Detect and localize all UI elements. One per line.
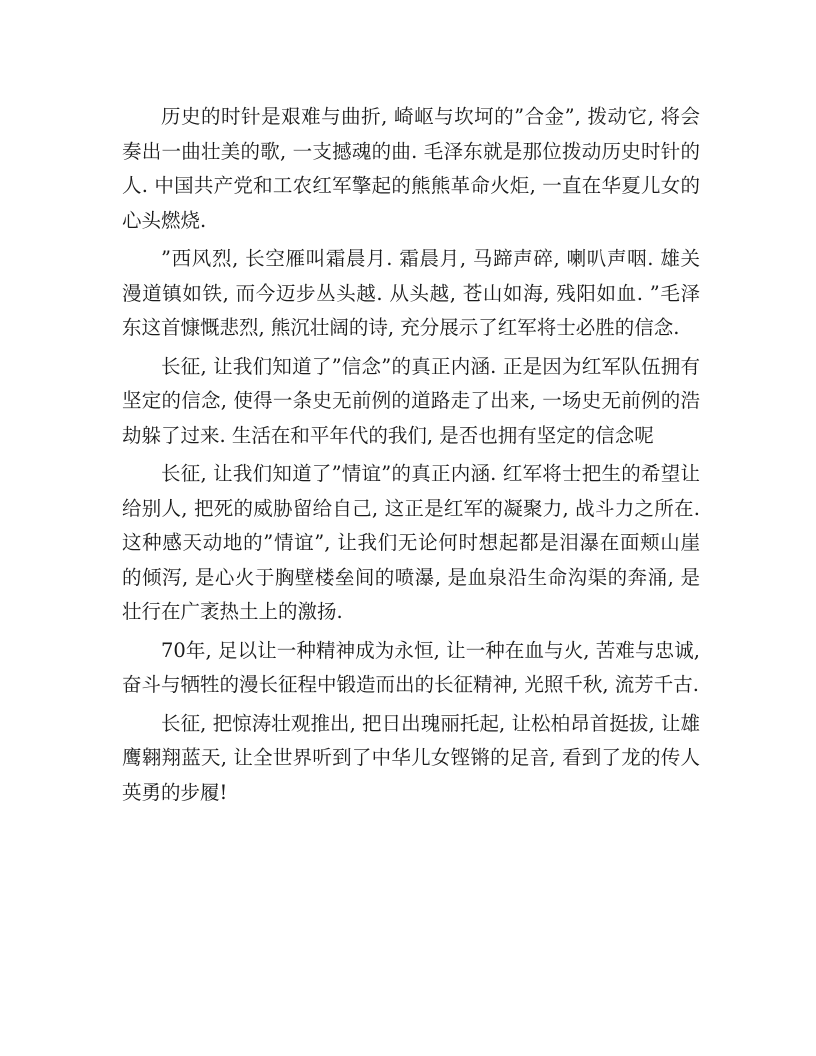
document-body (122, 100, 700, 814)
paragraph-history-clock: 历史的时针是艰难与曲折, 崎岖与坎坷的”合金”, 拨动它, 将会奏出一曲壮美的歌, 一支撼魂的曲. 毛泽东就是那位拨动历史时针的人. 中国共产党和工农红军擎起的熊熊革命火炬, 一直在华夏儿女的心头燃烧. (122, 105, 700, 232)
paragraph-poem-quote: ”西风烈, 长空雁叫霜晨月. 霜晨月, 马蹄声碎, 喇叭声咽. 雄关漫道镇如铁, 而今迈步丛头越. 从头越, 苍山如海, 残阳如血. ”毛泽东这首慷慨悲烈, 熊沉壮阔的诗, 充分展示了红军将士必胜的信念. (122, 247, 700, 339)
paragraph-belief: 长征, 让我们知道了”信念”的真正内涵. 正是因为红军队伍拥有坚定的信念, 使得一条史无前例的道路走了出来, 一场史无前例的浩劫躲了过来. 生活在和平年代的我们, 是否也拥有坚定的信念呢 (122, 354, 700, 447)
paragraph-seventy-years: 70年, 足以让一种精神成为永恒, 让一种在血与火, 苦难与忠诚, 奋斗与牺牲的漫长征程中锻造而出的长征精神, 光照千秋, 流芳千古. (122, 638, 700, 696)
paragraph-conclusion: 长征, 把惊涛壮观推出, 把日出瑰丽托起, 让松柏昂首挺拔, 让雄鹰翱翔蓝天, 让全世界听到了中华儿女铿锵的足音, 看到了龙的传人英勇的步履! (122, 711, 700, 804)
paragraph-friendship: 长征, 让我们知道了”情谊”的真正内涵. 红军将士把生的希望让给别人, 把死的威胁留给自己, 这正是红军的凝聚力, 战斗力之所在. 这种感天动地的”情谊”, 让我们无论何时想起都是泪瀑在面颊山崖的倾泻, 是心火于胸壁楼垒间的喷瀑, 是血泉沿生命沟渠的奔涌, 是壮行在广袤热土上的激扬. (122, 462, 700, 623)
